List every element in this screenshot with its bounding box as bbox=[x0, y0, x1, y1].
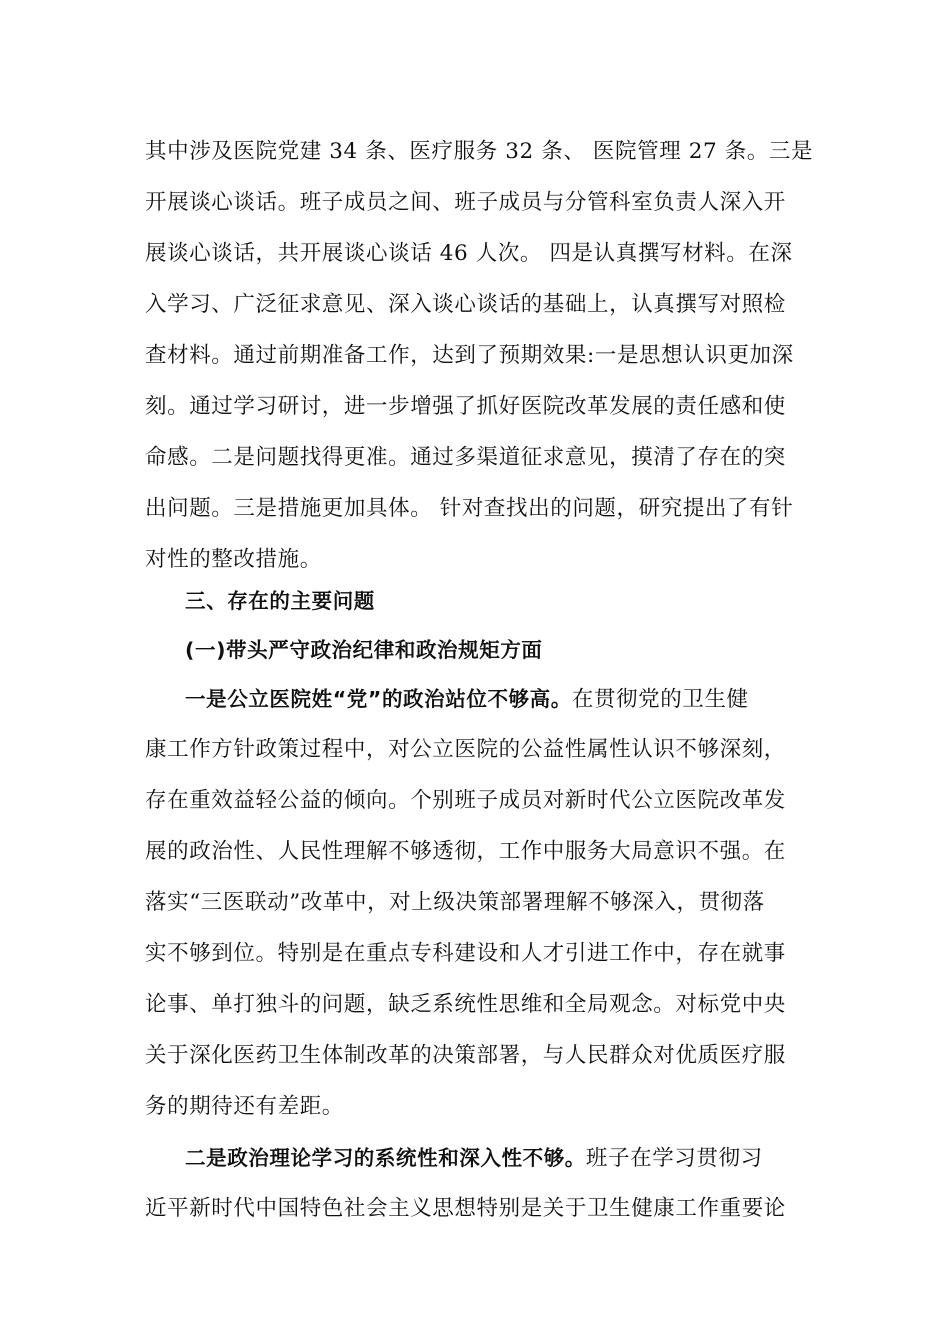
body-line: 刻。通过学习研讨，进一步增强了抓好医院改革发展的责任感和使 bbox=[145, 394, 786, 419]
body-line: 关于深化医药卫生体制改革的决策部署，与人民群众对优质医疗服 bbox=[145, 1043, 786, 1068]
paragraph-lead-rest: 班子在学习贯彻习 bbox=[585, 1146, 763, 1171]
body-line: 展的政治性、人民性理解不够透彻，工作中服务大局意识不强。在 bbox=[145, 839, 786, 864]
paragraph-first-line bbox=[185, 1133, 815, 1183]
body-line: 务的期待还有差距。 bbox=[145, 1094, 344, 1119]
paragraph-lead: 一是公立医院姓“党”的政治站位不够高。 bbox=[185, 687, 572, 711]
body-line: 开展谈心谈话。班子成员之间、班子成员与分管科室负责人深入开 bbox=[145, 190, 786, 215]
body-line: 对性的整改措施。 bbox=[145, 547, 322, 572]
body-line: 出问题。三是措施更加具体。 针对查找出的问题，研究提出了有针 bbox=[145, 496, 794, 521]
section-heading: 三、存在的主要问题 bbox=[185, 589, 375, 613]
body-line: 实不够到位。特别是在重点专科建设和人才引进工作中，存在就事 bbox=[145, 941, 786, 966]
body-line: 入学习、广泛征求意见、深入谈心谈话的基础上，认真撰写对照检 bbox=[145, 292, 786, 317]
body-line: 命感。二是问题找得更准。通过多渠道征求意见，摸清了存在的突 bbox=[145, 445, 786, 470]
body-line: 康工作方针政策过程中，对公立医院的公益性属性认识不够深刻， bbox=[145, 737, 786, 762]
paragraph-lead-rest: 在贯彻党的卫生健 bbox=[571, 687, 749, 712]
body-line: 展谈心谈话，共开展谈心谈话 46 人次。 四是认真撰写材料。在深 bbox=[145, 241, 793, 266]
body-line: 落实“三医联动”改革中，对上级决策部署理解不够深入，贯彻落 bbox=[145, 890, 765, 915]
body-line: 论事、单打独斗的问题，缺乏系统性思维和全局观念。对标党中央 bbox=[145, 992, 786, 1017]
sub-heading: (一)带头严守政治纪律和政治规矩方面 bbox=[185, 638, 543, 662]
paragraph-first-line bbox=[185, 674, 815, 724]
body-line: 查材料。通过前期准备工作，达到了预期效果:一是思想认识更加深 bbox=[145, 343, 794, 368]
body-line: 近平新时代中国特色社会主义思想特别是关于卫生健康工作重要论 bbox=[145, 1196, 786, 1221]
paragraph-lead: 二是政治理论学习的系统性和深入性不够。 bbox=[185, 1146, 586, 1170]
body-line: 存在重效益轻公益的倾向。个别班子成员对新时代公立医院改革发 bbox=[145, 788, 786, 813]
body-line: 其中涉及医院党建 34 条、医疗服务 32 条、 医院管理 27 条。三是 bbox=[145, 139, 814, 164]
